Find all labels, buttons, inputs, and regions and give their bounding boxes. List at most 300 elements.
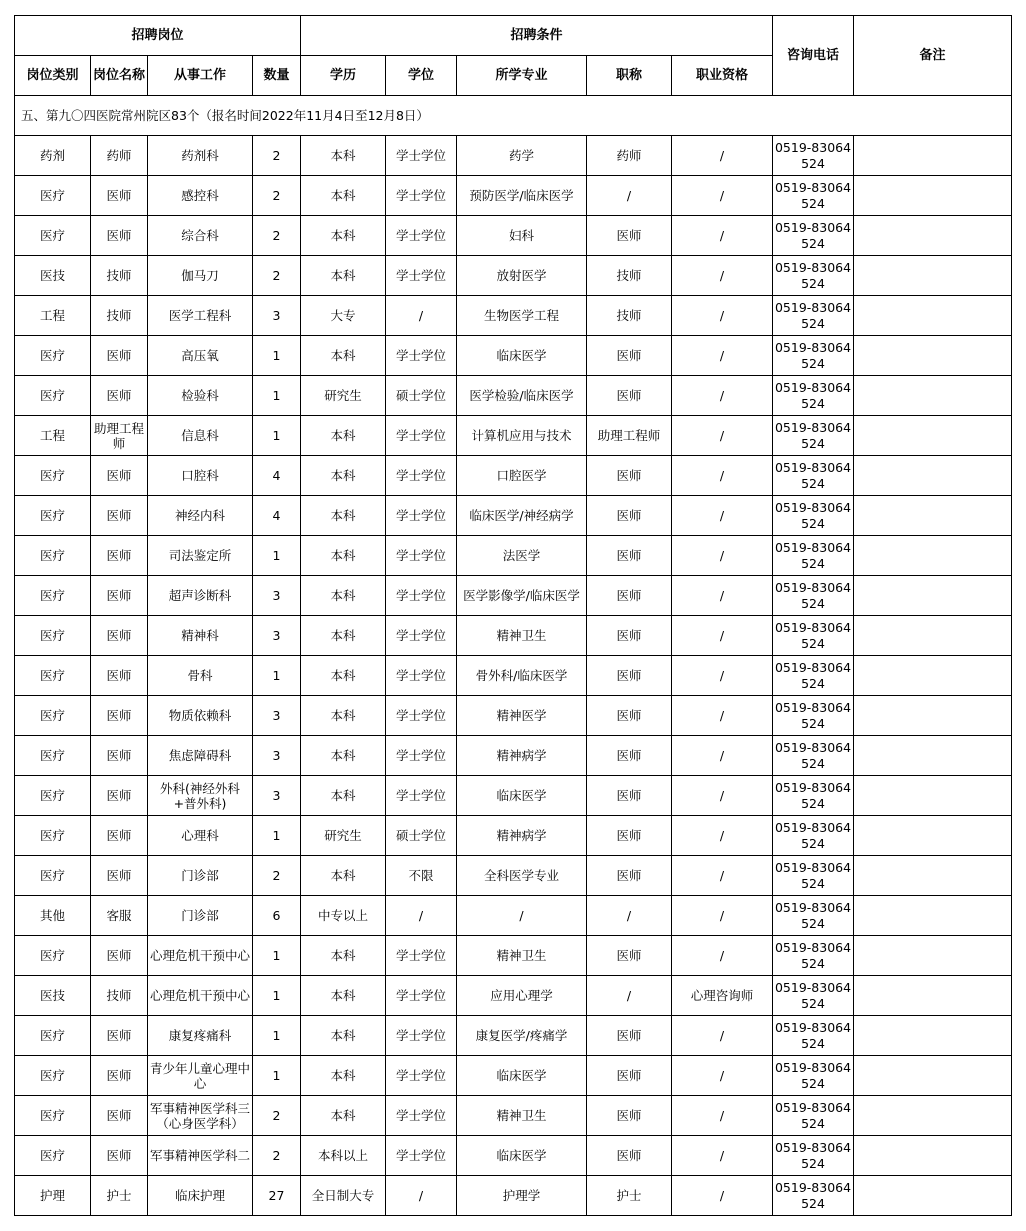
cell-degree: 学士学位	[386, 736, 457, 776]
cell-education: 本科	[301, 856, 386, 896]
cell-education: 本科	[301, 456, 386, 496]
cell-count: 2	[253, 1096, 301, 1136]
cell-education: 本科	[301, 176, 386, 216]
cell-rank: 医师	[587, 1016, 672, 1056]
cell-rank: 医师	[587, 496, 672, 536]
cell-category: 医疗	[15, 696, 91, 736]
cell-qualification: /	[672, 736, 773, 776]
cell-title: 医师	[91, 536, 148, 576]
cell-degree: 学士学位	[386, 256, 457, 296]
cell-phone: 0519-83064524	[773, 376, 854, 416]
cell-degree: 学士学位	[386, 936, 457, 976]
cell-category: 医疗	[15, 1136, 91, 1176]
cell-rank: 医师	[587, 816, 672, 856]
cell-education: 本科	[301, 976, 386, 1016]
cell-degree: 学士学位	[386, 976, 457, 1016]
cell-title: 客服	[91, 896, 148, 936]
cell-phone: 0519-83064524	[773, 616, 854, 656]
cell-major: 临床医学	[457, 1056, 587, 1096]
cell-phone: 0519-83064524	[773, 776, 854, 816]
cell-remarks	[854, 536, 1012, 576]
cell-remarks	[854, 576, 1012, 616]
cell-education: 大专	[301, 296, 386, 336]
cell-count: 3	[253, 576, 301, 616]
cell-count: 1	[253, 336, 301, 376]
column-header-major: 所学专业	[457, 56, 587, 96]
cell-rank: 医师	[587, 336, 672, 376]
cell-degree: 硕士学位	[386, 816, 457, 856]
table-row	[15, 336, 1012, 376]
cell-rank: 医师	[587, 616, 672, 656]
cell-education: 研究生	[301, 816, 386, 856]
table-row	[15, 536, 1012, 576]
cell-remarks	[854, 736, 1012, 776]
cell-title: 医师	[91, 936, 148, 976]
cell-remarks	[854, 416, 1012, 456]
cell-education: 本科以上	[301, 1136, 386, 1176]
cell-degree: /	[386, 296, 457, 336]
cell-qualification: /	[672, 496, 773, 536]
cell-work: 超声诊断科	[148, 576, 253, 616]
cell-degree: 学士学位	[386, 176, 457, 216]
cell-qualification: /	[672, 1096, 773, 1136]
cell-title: 医师	[91, 496, 148, 536]
cell-degree: 学士学位	[386, 576, 457, 616]
cell-phone: 0519-83064524	[773, 1176, 854, 1216]
cell-title: 药师	[91, 136, 148, 176]
recruitment-table	[14, 15, 1012, 1216]
cell-title: 医师	[91, 1096, 148, 1136]
cell-category: 医疗	[15, 536, 91, 576]
cell-major: 精神病学	[457, 816, 587, 856]
cell-phone: 0519-83064524	[773, 896, 854, 936]
cell-category: 药剂	[15, 136, 91, 176]
table-row	[15, 456, 1012, 496]
cell-qualification: /	[672, 936, 773, 976]
table-row	[15, 576, 1012, 616]
cell-qualification: /	[672, 336, 773, 376]
cell-major: 医学影像学/临床医学	[457, 576, 587, 616]
cell-count: 1	[253, 1056, 301, 1096]
table-row	[15, 736, 1012, 776]
cell-category: 其他	[15, 896, 91, 936]
table-row	[15, 776, 1012, 816]
cell-category: 医疗	[15, 776, 91, 816]
cell-education: 本科	[301, 536, 386, 576]
cell-remarks	[854, 456, 1012, 496]
cell-education: 本科	[301, 1016, 386, 1056]
cell-education: 本科	[301, 136, 386, 176]
cell-rank: 医师	[587, 776, 672, 816]
cell-major: 临床医学	[457, 1136, 587, 1176]
cell-degree: 学士学位	[386, 136, 457, 176]
cell-title: 医师	[91, 576, 148, 616]
column-header-remarks: 备注	[854, 16, 1012, 96]
cell-category: 医疗	[15, 496, 91, 536]
cell-count: 1	[253, 536, 301, 576]
cell-work: 军事精神医学科二	[148, 1136, 253, 1176]
cell-count: 1	[253, 416, 301, 456]
cell-count: 1	[253, 976, 301, 1016]
column-header-qualification: 职业资格	[672, 56, 773, 96]
cell-title: 医师	[91, 1056, 148, 1096]
table-row	[15, 136, 1012, 176]
cell-title: 医师	[91, 456, 148, 496]
cell-remarks	[854, 896, 1012, 936]
cell-phone: 0519-83064524	[773, 976, 854, 1016]
cell-rank: /	[587, 896, 672, 936]
cell-major: 全科医学专业	[457, 856, 587, 896]
cell-rank: 药师	[587, 136, 672, 176]
table-row	[15, 496, 1012, 536]
cell-count: 1	[253, 936, 301, 976]
cell-major: 精神病学	[457, 736, 587, 776]
cell-count: 27	[253, 1176, 301, 1216]
cell-work: 临床护理	[148, 1176, 253, 1216]
cell-rank: 医师	[587, 696, 672, 736]
cell-major: 精神医学	[457, 696, 587, 736]
cell-count: 1	[253, 376, 301, 416]
cell-major: /	[457, 896, 587, 936]
cell-count: 2	[253, 216, 301, 256]
cell-remarks	[854, 696, 1012, 736]
cell-qualification: /	[672, 1136, 773, 1176]
cell-remarks	[854, 1056, 1012, 1096]
cell-title: 医师	[91, 1016, 148, 1056]
cell-category: 医疗	[15, 176, 91, 216]
group-header-position: 招聘岗位	[15, 16, 301, 56]
cell-major: 临床医学	[457, 776, 587, 816]
cell-title: 技师	[91, 976, 148, 1016]
cell-category: 医疗	[15, 616, 91, 656]
cell-phone: 0519-83064524	[773, 1136, 854, 1176]
cell-phone: 0519-83064524	[773, 576, 854, 616]
cell-count: 6	[253, 896, 301, 936]
cell-phone: 0519-83064524	[773, 496, 854, 536]
cell-qualification: /	[672, 296, 773, 336]
cell-education: 本科	[301, 696, 386, 736]
cell-education: 本科	[301, 496, 386, 536]
cell-category: 医疗	[15, 1056, 91, 1096]
cell-major: 精神卫生	[457, 1096, 587, 1136]
cell-rank: 医师	[587, 656, 672, 696]
cell-work: 青少年儿童心理中心	[148, 1056, 253, 1096]
cell-title: 助理工程师	[91, 416, 148, 456]
cell-degree: 学士学位	[386, 216, 457, 256]
cell-category: 医疗	[15, 856, 91, 896]
table-row	[15, 976, 1012, 1016]
cell-work: 医学工程科	[148, 296, 253, 336]
cell-degree: 学士学位	[386, 1056, 457, 1096]
cell-remarks	[854, 376, 1012, 416]
cell-education: 本科	[301, 256, 386, 296]
cell-work: 信息科	[148, 416, 253, 456]
column-header-phone: 咨询电话	[773, 16, 854, 96]
cell-education: 本科	[301, 1056, 386, 1096]
cell-count: 3	[253, 616, 301, 656]
cell-qualification: /	[672, 776, 773, 816]
cell-category: 医疗	[15, 1096, 91, 1136]
cell-qualification: 心理咨询师	[672, 976, 773, 1016]
cell-education: 本科	[301, 616, 386, 656]
cell-major: 医学检验/临床医学	[457, 376, 587, 416]
cell-education: 本科	[301, 1096, 386, 1136]
cell-work: 门诊部	[148, 896, 253, 936]
cell-title: 医师	[91, 1136, 148, 1176]
cell-category: 医疗	[15, 736, 91, 776]
cell-phone: 0519-83064524	[773, 1096, 854, 1136]
table-row	[15, 656, 1012, 696]
cell-category: 医疗	[15, 1016, 91, 1056]
cell-major: 放射医学	[457, 256, 587, 296]
cell-education: 本科	[301, 216, 386, 256]
cell-work: 军事精神医学科三（心身医学科）	[148, 1096, 253, 1136]
cell-qualification: /	[672, 856, 773, 896]
cell-count: 2	[253, 136, 301, 176]
cell-remarks	[854, 296, 1012, 336]
cell-phone: 0519-83064524	[773, 296, 854, 336]
cell-rank: 医师	[587, 456, 672, 496]
cell-work: 伽马刀	[148, 256, 253, 296]
cell-major: 生物医学工程	[457, 296, 587, 336]
cell-remarks	[854, 496, 1012, 536]
cell-degree: /	[386, 1176, 457, 1216]
cell-qualification: /	[672, 576, 773, 616]
table-row	[15, 1016, 1012, 1056]
cell-work: 外科(神经外科+普外科)	[148, 776, 253, 816]
cell-remarks	[854, 816, 1012, 856]
cell-work: 心理科	[148, 816, 253, 856]
cell-education: 研究生	[301, 376, 386, 416]
cell-rank: 医师	[587, 856, 672, 896]
cell-phone: 0519-83064524	[773, 1016, 854, 1056]
cell-major: 预防医学/临床医学	[457, 176, 587, 216]
column-header-category: 岗位类别	[15, 56, 91, 96]
cell-remarks	[854, 1136, 1012, 1176]
cell-work: 感控科	[148, 176, 253, 216]
cell-work: 综合科	[148, 216, 253, 256]
cell-qualification: /	[672, 696, 773, 736]
table-row	[15, 616, 1012, 656]
cell-major: 精神卫生	[457, 616, 587, 656]
cell-category: 工程	[15, 296, 91, 336]
cell-rank: 医师	[587, 1056, 672, 1096]
cell-count: 1	[253, 816, 301, 856]
cell-rank: 助理工程师	[587, 416, 672, 456]
table-row	[15, 376, 1012, 416]
cell-degree: 学士学位	[386, 776, 457, 816]
table-row	[15, 856, 1012, 896]
cell-category: 医技	[15, 976, 91, 1016]
cell-rank: /	[587, 176, 672, 216]
cell-qualification: /	[672, 1176, 773, 1216]
cell-rank: 医师	[587, 216, 672, 256]
cell-rank: /	[587, 976, 672, 1016]
cell-category: 医疗	[15, 816, 91, 856]
cell-remarks	[854, 776, 1012, 816]
cell-work: 口腔科	[148, 456, 253, 496]
cell-count: 4	[253, 456, 301, 496]
cell-remarks	[854, 976, 1012, 1016]
cell-rank: 护士	[587, 1176, 672, 1216]
cell-category: 护理	[15, 1176, 91, 1216]
cell-major: 护理学	[457, 1176, 587, 1216]
cell-title: 医师	[91, 336, 148, 376]
cell-major: 药学	[457, 136, 587, 176]
cell-degree: 硕士学位	[386, 376, 457, 416]
cell-major: 骨外科/临床医学	[457, 656, 587, 696]
cell-qualification: /	[672, 896, 773, 936]
table-row	[15, 696, 1012, 736]
cell-work: 神经内科	[148, 496, 253, 536]
cell-major: 口腔医学	[457, 456, 587, 496]
cell-title: 医师	[91, 216, 148, 256]
cell-work: 检验科	[148, 376, 253, 416]
cell-remarks	[854, 656, 1012, 696]
table-row	[15, 936, 1012, 976]
cell-degree: 学士学位	[386, 496, 457, 536]
cell-remarks	[854, 1096, 1012, 1136]
cell-remarks	[854, 1016, 1012, 1056]
cell-work: 骨科	[148, 656, 253, 696]
cell-education: 全日制大专	[301, 1176, 386, 1216]
cell-title: 医师	[91, 776, 148, 816]
recruitment-table-wrapper	[14, 15, 1012, 1216]
group-header-conditions: 招聘条件	[301, 16, 773, 56]
cell-title: 医师	[91, 856, 148, 896]
table-row	[15, 296, 1012, 336]
cell-count: 4	[253, 496, 301, 536]
cell-title: 护士	[91, 1176, 148, 1216]
cell-count: 2	[253, 176, 301, 216]
table-row	[15, 816, 1012, 856]
cell-qualification: /	[672, 816, 773, 856]
cell-count: 3	[253, 696, 301, 736]
cell-major: 临床医学	[457, 336, 587, 376]
cell-title: 技师	[91, 296, 148, 336]
cell-phone: 0519-83064524	[773, 416, 854, 456]
cell-phone: 0519-83064524	[773, 736, 854, 776]
cell-phone: 0519-83064524	[773, 936, 854, 976]
cell-title: 医师	[91, 736, 148, 776]
cell-remarks	[854, 336, 1012, 376]
cell-work: 精神科	[148, 616, 253, 656]
cell-degree: 学士学位	[386, 616, 457, 656]
cell-education: 本科	[301, 576, 386, 616]
cell-education: 本科	[301, 336, 386, 376]
cell-count: 2	[253, 1136, 301, 1176]
cell-phone: 0519-83064524	[773, 536, 854, 576]
cell-education: 本科	[301, 776, 386, 816]
cell-category: 工程	[15, 416, 91, 456]
cell-degree: 学士学位	[386, 336, 457, 376]
cell-remarks	[854, 1176, 1012, 1216]
cell-category: 医疗	[15, 656, 91, 696]
cell-count: 2	[253, 256, 301, 296]
cell-remarks	[854, 136, 1012, 176]
cell-category: 医疗	[15, 456, 91, 496]
cell-degree: 不限	[386, 856, 457, 896]
cell-remarks	[854, 616, 1012, 656]
cell-count: 3	[253, 776, 301, 816]
cell-category: 医疗	[15, 576, 91, 616]
cell-qualification: /	[672, 376, 773, 416]
cell-category: 医疗	[15, 376, 91, 416]
cell-degree: 学士学位	[386, 536, 457, 576]
cell-work: 心理危机干预中心	[148, 936, 253, 976]
cell-title: 医师	[91, 656, 148, 696]
cell-phone: 0519-83064524	[773, 176, 854, 216]
cell-category: 医疗	[15, 216, 91, 256]
cell-degree: 学士学位	[386, 1136, 457, 1176]
cell-rank: 技师	[587, 296, 672, 336]
cell-work: 司法鉴定所	[148, 536, 253, 576]
cell-qualification: /	[672, 536, 773, 576]
cell-phone: 0519-83064524	[773, 656, 854, 696]
cell-rank: 医师	[587, 576, 672, 616]
column-header-education: 学历	[301, 56, 386, 96]
cell-education: 本科	[301, 656, 386, 696]
cell-count: 1	[253, 1016, 301, 1056]
section-title: 五、第九〇四医院常州院区83个（报名时间2022年11月4日至12月8日）	[15, 96, 1012, 136]
table-row	[15, 216, 1012, 256]
cell-qualification: /	[672, 416, 773, 456]
column-header-work: 从事工作	[148, 56, 253, 96]
cell-rank: 医师	[587, 1096, 672, 1136]
cell-qualification: /	[672, 1056, 773, 1096]
cell-degree: 学士学位	[386, 696, 457, 736]
cell-count: 3	[253, 736, 301, 776]
header-row-group	[15, 16, 1012, 56]
cell-degree: 学士学位	[386, 456, 457, 496]
cell-qualification: /	[672, 616, 773, 656]
cell-rank: 技师	[587, 256, 672, 296]
cell-remarks	[854, 856, 1012, 896]
cell-qualification: /	[672, 656, 773, 696]
cell-rank: 医师	[587, 376, 672, 416]
cell-count: 3	[253, 296, 301, 336]
cell-work: 高压氧	[148, 336, 253, 376]
cell-rank: 医师	[587, 536, 672, 576]
cell-major: 精神卫生	[457, 936, 587, 976]
cell-remarks	[854, 216, 1012, 256]
cell-degree: 学士学位	[386, 1096, 457, 1136]
table-row	[15, 256, 1012, 296]
cell-title: 医师	[91, 176, 148, 216]
cell-phone: 0519-83064524	[773, 1056, 854, 1096]
cell-major: 妇科	[457, 216, 587, 256]
cell-phone: 0519-83064524	[773, 336, 854, 376]
cell-rank: 医师	[587, 1136, 672, 1176]
cell-title: 医师	[91, 696, 148, 736]
cell-work: 物质依赖科	[148, 696, 253, 736]
cell-major: 计算机应用与技术	[457, 416, 587, 456]
table-row	[15, 1176, 1012, 1216]
cell-category: 医技	[15, 256, 91, 296]
cell-phone: 0519-83064524	[773, 696, 854, 736]
cell-major: 康复医学/疼痛学	[457, 1016, 587, 1056]
cell-category: 医疗	[15, 336, 91, 376]
cell-count: 1	[253, 656, 301, 696]
cell-category: 医疗	[15, 936, 91, 976]
cell-title: 医师	[91, 816, 148, 856]
cell-rank: 医师	[587, 936, 672, 976]
cell-work: 焦虑障碍科	[148, 736, 253, 776]
cell-qualification: /	[672, 216, 773, 256]
cell-phone: 0519-83064524	[773, 136, 854, 176]
cell-qualification: /	[672, 456, 773, 496]
cell-remarks	[854, 936, 1012, 976]
